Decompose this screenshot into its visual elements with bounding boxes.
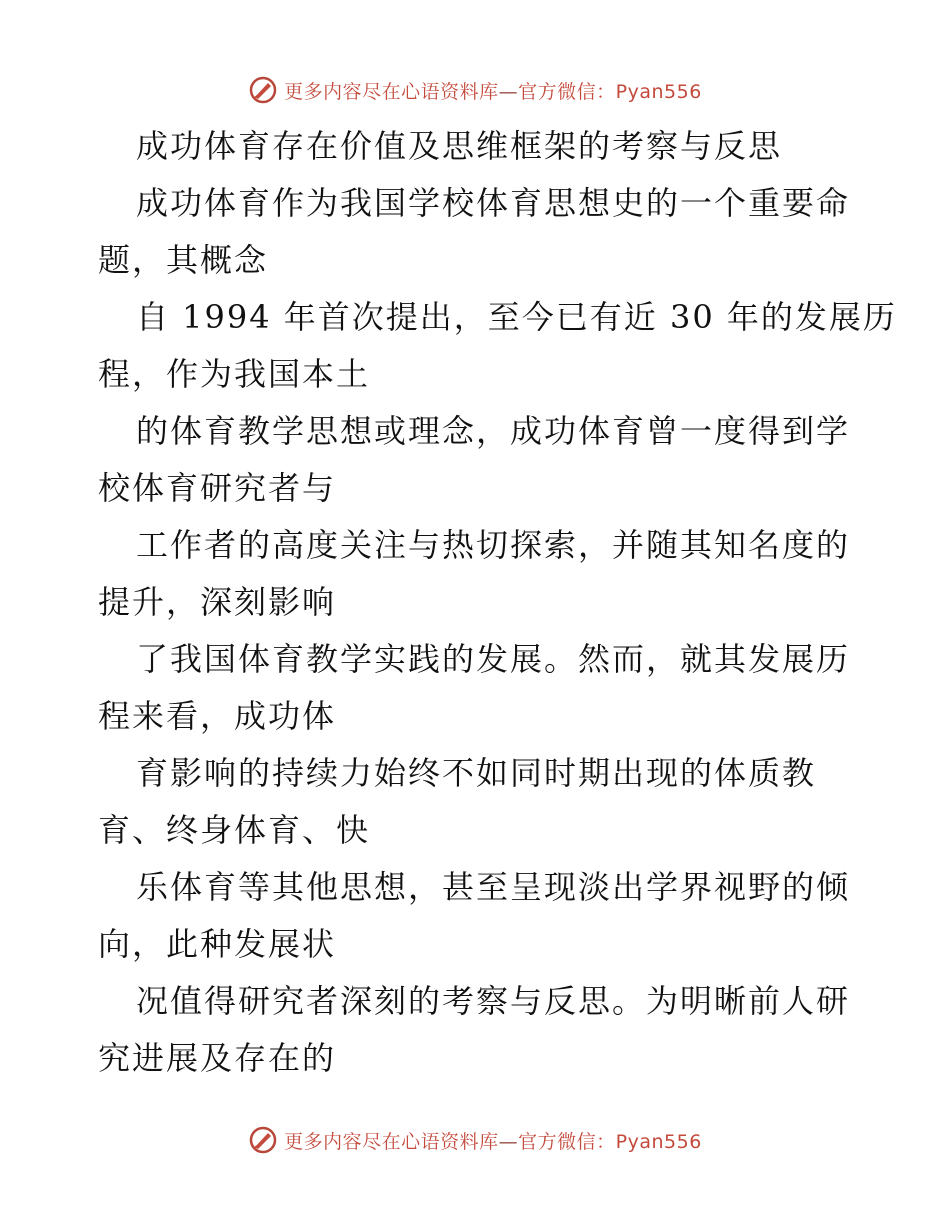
text-line: 育影响的持续力始终不如同时期出现的体质教: [136, 754, 817, 792]
text-line: 提升，深刻影响: [98, 583, 337, 621]
watermark-wechat: 官方微信：Pyan556: [518, 1130, 702, 1153]
document-title-line: 成功体育存在价值及思维框架的考察与反思: [136, 127, 783, 165]
text-line: 成功体育作为我国学校体育思想史的一个重要命: [136, 184, 851, 222]
text-line: 程来看，成功体: [98, 697, 337, 735]
text-line: 自 1994 年首次提出，至今已有近 30 年的发展历: [136, 298, 897, 336]
watermark-separator: —: [498, 80, 519, 103]
text-line: 究进展及存在的: [98, 1039, 337, 1077]
feather-pen-logo-icon: [248, 1125, 278, 1155]
text-line: 工作者的高度关注与热切探索，并随其知名度的: [136, 526, 851, 564]
text-line: 的体育教学思想或理念，成功体育曾一度得到学: [136, 412, 851, 450]
text-line: 程，作为我国本土: [98, 355, 371, 393]
watermark-banner-top: [0, 70, 950, 110]
watermark-library-name: 更多内容尽在心语资料库: [284, 80, 499, 103]
text-line: 了我国体育教学实践的发展。然而，就其发展历: [136, 640, 851, 678]
text-line: 题，其概念: [98, 241, 269, 279]
text-line: 况值得研究者深刻的考察与反思。为明晰前人研: [136, 982, 851, 1020]
feather-pen-logo-icon: [248, 75, 278, 105]
watermark-separator: —: [498, 1130, 519, 1153]
watermark-wechat: 官方微信：Pyan556: [518, 80, 702, 103]
watermark-text: [284, 77, 702, 104]
text-line: 乐体育等其他思想，甚至呈现淡出学界视野的倾: [136, 868, 851, 906]
watermark-library-name: 更多内容尽在心语资料库: [284, 1130, 499, 1153]
watermark-banner-bottom: [0, 1120, 950, 1160]
text-line: 育、终身体育、快: [98, 811, 371, 849]
watermark-text: [284, 1127, 702, 1154]
text-line: 向，此种发展状: [98, 925, 337, 963]
text-line: 校体育研究者与: [98, 469, 337, 507]
document-body: [98, 118, 897, 1087]
